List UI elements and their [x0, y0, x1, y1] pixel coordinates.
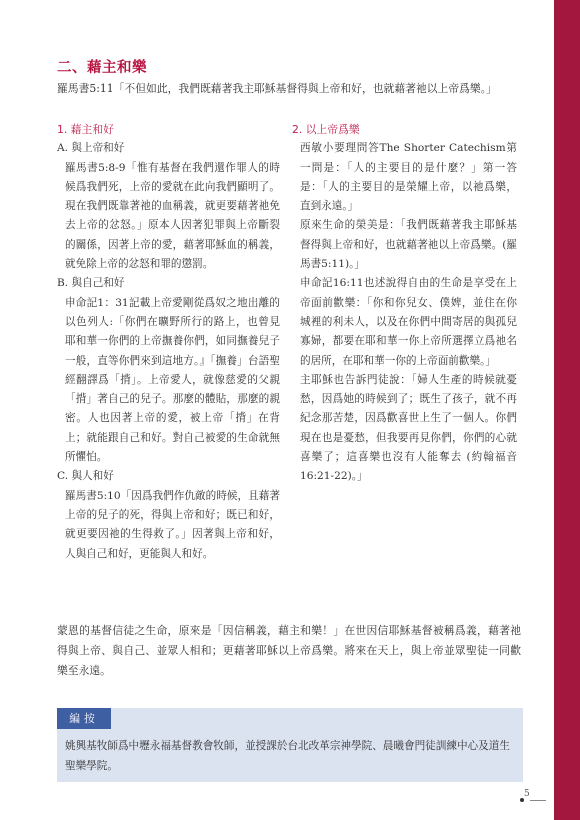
side-color-bar: [554, 0, 580, 820]
page-number: 5: [524, 789, 530, 799]
right-column: [292, 120, 517, 487]
part-a-body: [57, 159, 280, 275]
part-a-paragraph: 羅馬書5:8-9「惟有基督在我們還作罪人的時候爲我們死，上帝的愛就在此向我們顯明了。現在我們既靠著祂的血稱義，就更要藉著祂免去上帝的忿怒。」原本人因著犯罪與上帝斷裂的關係，因著上帝的愛，藉著耶穌血的稱義，就免除上帝的忿怒和罪的懲罰。: [65, 161, 280, 271]
part-b-label: B. 與自己和好: [57, 277, 125, 290]
page-number-rule: [530, 800, 546, 801]
editor-note-tag: 編按: [57, 708, 111, 729]
closing-paragraph: 蒙恩的基督信徒之生命，原來是「因信稱義，藉主和樂！」在世因信耶穌基督被稱爲義，藉著祂得與上帝、與自己、並眾人相和；更藉著耶穌以上帝爲樂。將來在天上，與上帝並眾聖徒一同歡樂至永遠。: [57, 624, 521, 677]
section-intro: 羅馬書5:11「不但如此，我們既藉著我主耶穌基督得與上帝和好，也就藉著祂以上帝爲樂。」: [57, 82, 497, 95]
editor-note-box: [57, 708, 523, 782]
section-title: 二、藉主和樂: [57, 60, 147, 76]
deuteronomy-paragraph: 申命記16:11也述說得自由的生命是享受在上帝面前歡樂：「你和你兒女、僕婢，並住在你城裡的利未人，以及在你們中間寄居的與孤兒寡婦，都要在耶和華一你上帝所選擇立爲祂名的居所，在耶和華一你的上帝面前歡樂。」: [300, 277, 517, 367]
part-a-label: A. 與上帝和好: [57, 142, 125, 155]
part-c-label: C. 與人和好: [57, 470, 114, 483]
right-column-heading: 2. 以上帝爲樂: [292, 123, 360, 136]
glory-paragraph: 原來生命的榮美是：「我們既藉著我主耶穌基督得與上帝和好，也就藉著祂以上帝爲樂。(羅馬書5:11)。」: [300, 219, 517, 271]
part-b-paragraph: 申命記1：31記載上帝愛剛從爲奴之地出離的以色列人:「你們在曠野所行的路上，也曾見耶和華一你們的上帝撫養你們，如同撫養兒子一般，直等你們來到這地方。』「撫養」台語聖經翻譯爲「揹」。上帝愛人，就像慈愛的父親「揹」著自己的兒子。那麼的體貼，那麼的親密。人也因著上帝的愛，被上帝「揹」在背上；就能跟自己和好。對自己被愛的生命就無所懼怕。: [65, 296, 280, 464]
part-c-body: [57, 487, 280, 564]
left-column-heading: 1. 藉主和好: [57, 123, 114, 136]
editor-note-text: 姚興基牧師爲中壢永福基督教會牧師，並授課於台北改革宗神學院、晨曦會門徒訓練中心及道生聖樂學院。: [65, 740, 510, 772]
john-paragraph: 主耶穌也告訴門徒說：「婦人生產的時候就憂愁，因爲她的時候到了；既生了孩子，就不再紀念那苦楚，因爲歡喜世上生了一個人。你們現在也是憂愁，但我要再見你們，你們的心就喜樂了；這喜樂也沒有人能奪去 (約翰福音16:21-22)。」: [300, 373, 517, 483]
part-c-paragraph: 羅馬書5:10「因爲我們作仇敵的時候，且藉著上帝的兒子的死，得與上帝和好；既已和好，就更要因祂的生得救了。」因著與上帝和好，人與自己和好，更能與人和好。: [65, 489, 280, 560]
catechism-paragraph: 西敏小要理問答The Shorter Catechism第一問是：「人的主要目的是什麼？」第一答是：「人的主要目的是榮耀上帝，以祂爲樂，直到永遠。」: [300, 142, 517, 213]
right-column-body: [292, 139, 517, 486]
part-b-body: [57, 294, 280, 468]
left-column: [57, 120, 280, 564]
